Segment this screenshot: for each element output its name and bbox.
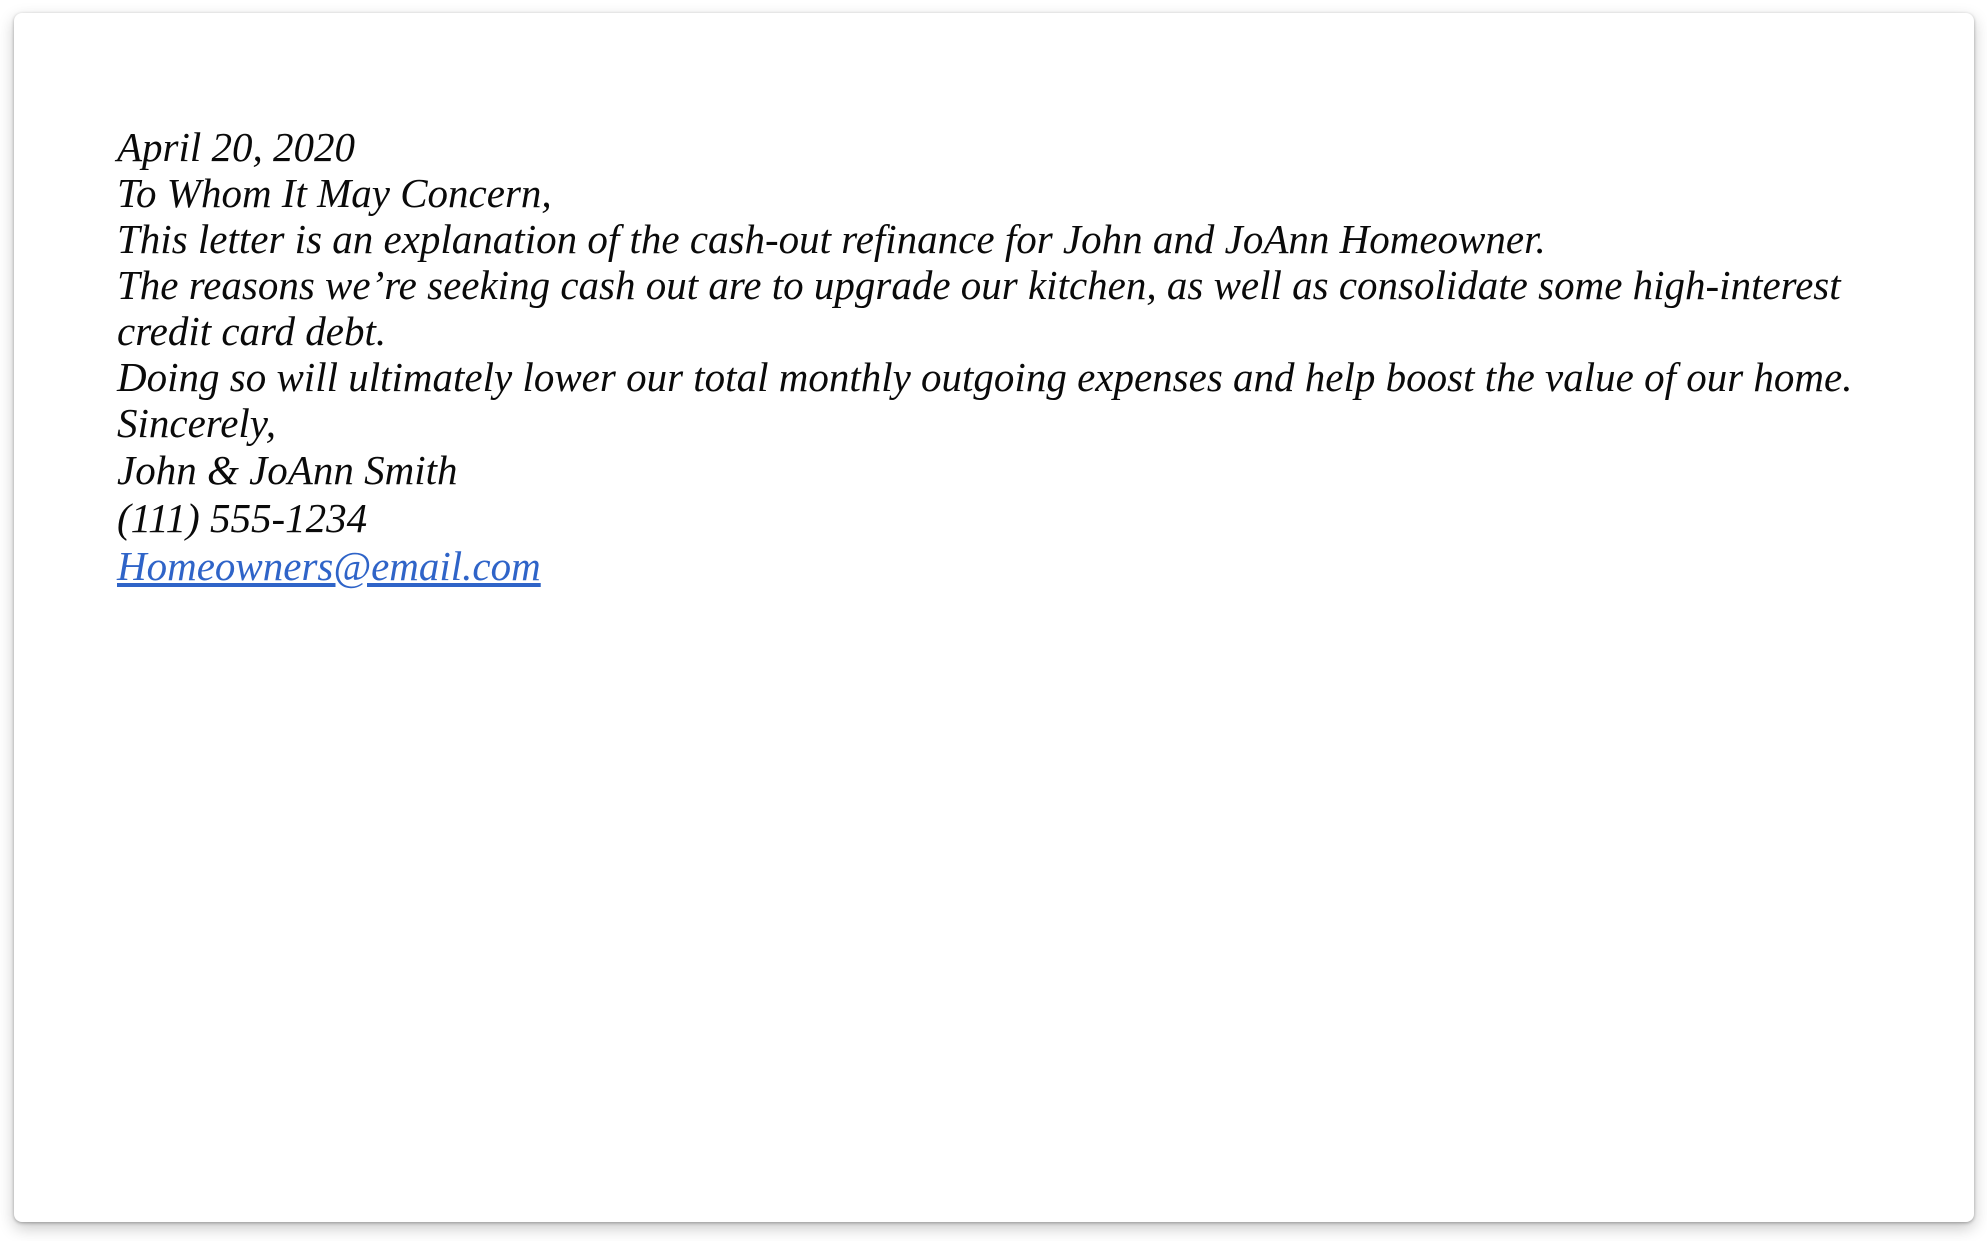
letter-paragraph-2: The reasons we’re seeking cash out are to upgrade our kitchen, as well as consolidate some high-interest credit card debt. <box>117 262 1841 354</box>
signature-phone: (111) 555-1234 <box>117 495 368 541</box>
letter-date: April 20, 2020 <box>117 124 356 170</box>
letter-salutation: To Whom It May Concern, <box>117 170 552 216</box>
email-link[interactable]: Homeowners@email.com <box>117 543 541 589</box>
signature-email-line <box>117 542 1904 590</box>
letter-paragraph-3: Doing so will ultimately lower our total monthly outgoing expenses and help boost the value of our home. <box>117 354 1853 400</box>
letter-paragraph-1: This letter is an explanation of the cash-out refinance for John and JoAnn Homeowner. <box>117 216 1546 262</box>
signature-block <box>117 446 1904 590</box>
signature-name: John & JoAnn Smith <box>117 447 458 493</box>
letter-closing: Sincerely, <box>117 400 276 446</box>
letter-content <box>14 13 1974 590</box>
document-page <box>14 13 1974 1222</box>
